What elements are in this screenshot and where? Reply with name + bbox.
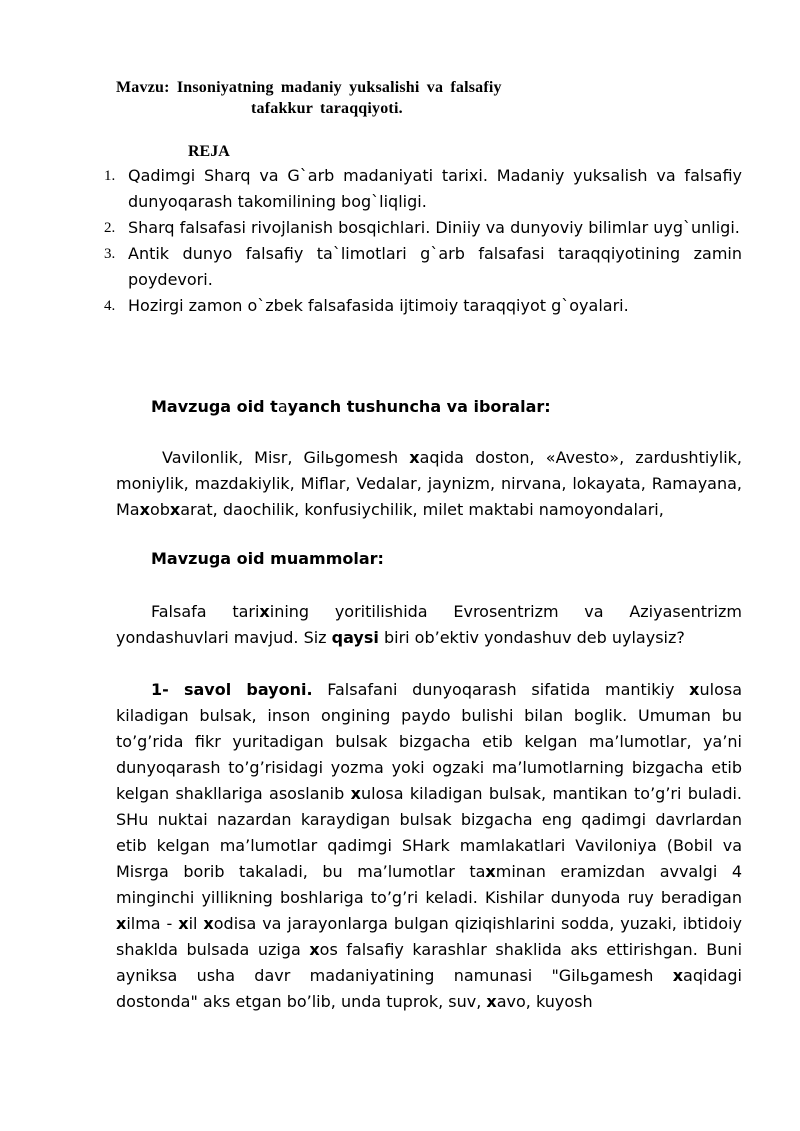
plan-item	[104, 163, 742, 215]
bold-run: x	[486, 992, 497, 1011]
plan-item	[104, 293, 742, 319]
text-run: Falsafa tari	[151, 602, 260, 621]
text-run: ob	[149, 500, 170, 519]
plan-item-number: 3.	[104, 246, 116, 262]
concepts-heading-part: yanch tushuncha va iboralar:	[287, 397, 551, 416]
plan-list	[104, 163, 742, 319]
text-run: ining yoritilishida Evrosentrizm va Aziyasentrizm yondashuvlari mavjud. Siz	[116, 602, 743, 647]
topic-title-line-1: Mavzu: Insoniyatning madaniy yuksalishi va falsafiy	[116, 79, 502, 96]
plan-item-text: Hozirgi zamon o`zbek falsafasida ijtimoiy taraqqiyot g`oyalari.	[128, 296, 629, 315]
bold-run: x	[203, 914, 214, 933]
plan-item-text: Qadimgi Sharq va G`arb madaniyati tarixi. Madaniy yuksalish va falsafiy dunyoqarash takomilining bog`liqligi.	[128, 166, 742, 211]
concepts-heading-part: Mavzuga oid t	[151, 397, 278, 416]
concepts-paragraph	[116, 445, 742, 523]
bold-run: x	[178, 914, 189, 933]
plan-item-number: 2.	[104, 220, 116, 236]
bold-run: x	[169, 500, 181, 519]
bold-run: qaysi	[331, 628, 379, 647]
concepts-heading	[151, 397, 551, 416]
bold-run: x	[259, 602, 270, 621]
problems-heading: Mavzuga oid muammolar:	[151, 549, 384, 568]
text-run: ulosa kiladigan bulsak, inson ongining paydo bulishi bilan boglik. Umuman bu to’g’rida fikr yuritadigan bulsak bizgacha etib kelgan ma’lumotlar, ya’ni dunyoqarash to’g’risidagi yozma yoki ogzaki ma’lumotlarning bizgacha etib kelgan shakllariga asoslanib	[116, 680, 742, 803]
plan-item-number: 1.	[104, 168, 116, 184]
text-run: arat, daochilik, konfusiychilik, milet maktabi namoyondalari,	[180, 500, 664, 519]
text-run: ulosa kiladigan bulsak, mantikan to’g’ri buladi. SHu nuktai nazardan karaydigan bulsak bizgacha eng qadimgi davrlardan etib kelgan ma’lumotlar qadimgi SHark mamlakatlari Vaviloniya (Bobil va Misrga borib takaladi, bu ma’lumotlar ta	[116, 784, 743, 881]
bold-run: x	[672, 966, 684, 985]
text-run: Vavilonlik, Misr, Gilьgomesh	[162, 448, 410, 467]
text-run: os falsafiy karashlar shaklida aks ettirishgan. Buni ayniksa usha davr madaniyatining namunasi "Gilьgamesh	[116, 940, 743, 985]
bold-run: x	[350, 784, 361, 803]
topic-title-line-2: tafakkur taraqqiyoti.	[251, 100, 403, 117]
question-1-paragraph	[116, 677, 742, 1015]
text-run: biri ob’ektiv yondashuv deb uylaysiz?	[378, 628, 685, 647]
bold-run: x	[116, 914, 127, 933]
text-run: il	[188, 914, 204, 933]
text-run: ilma -	[126, 914, 179, 933]
text-run: Falsafani dunyoqarash sifatida mantikiy	[312, 680, 690, 699]
plan-item-number: 4.	[104, 298, 116, 314]
topic-title	[116, 77, 756, 119]
text-run: aqida doston, «Avesto», zardushtiylik, moniylik, mazdakiylik, Miflar, Vedalar, jaynizm, nirvana, lokayata, Ramayana, Ma	[116, 448, 742, 519]
text-run: avo, kuyosh	[496, 992, 593, 1011]
question-1-lead: 1- savol bayoni.	[151, 680, 313, 699]
plan-item	[104, 241, 742, 293]
bold-run: x	[139, 500, 150, 519]
bold-run: x	[689, 680, 700, 699]
plan-item-text: Sharq falsafasi rivojlanish bosqichlari. Diniiy va dunyoviy bilimlar uyg`unligi.	[128, 218, 740, 237]
problems-paragraph	[116, 599, 742, 651]
bold-run: x	[309, 940, 320, 959]
bold-run: x	[409, 448, 420, 467]
text-run: aqidagi dostonda" aks etgan bo’lib, unda tuprok, suv,	[116, 966, 742, 1011]
plan-item-text: Antik dunyo falsafiy ta`limotlari g`arb falsafasi taraqqiyotining zamin poydevori.	[128, 244, 742, 289]
text-run: odisa va jarayonlarga bulgan qiziqishlarini sodda, yuzaki, ibtidoiy shaklda bulsada uziga	[116, 914, 742, 959]
bold-run: x	[485, 862, 496, 881]
text-run: minan eramizdan avvalgi 4 minginchi yillikning boshlariga to’g’ri keladi. Kishilar dunyoda ruy beradigan	[116, 862, 743, 907]
plan-heading: REJA	[188, 143, 230, 160]
concepts-heading-part: a	[277, 397, 288, 416]
plan-item	[104, 215, 742, 241]
